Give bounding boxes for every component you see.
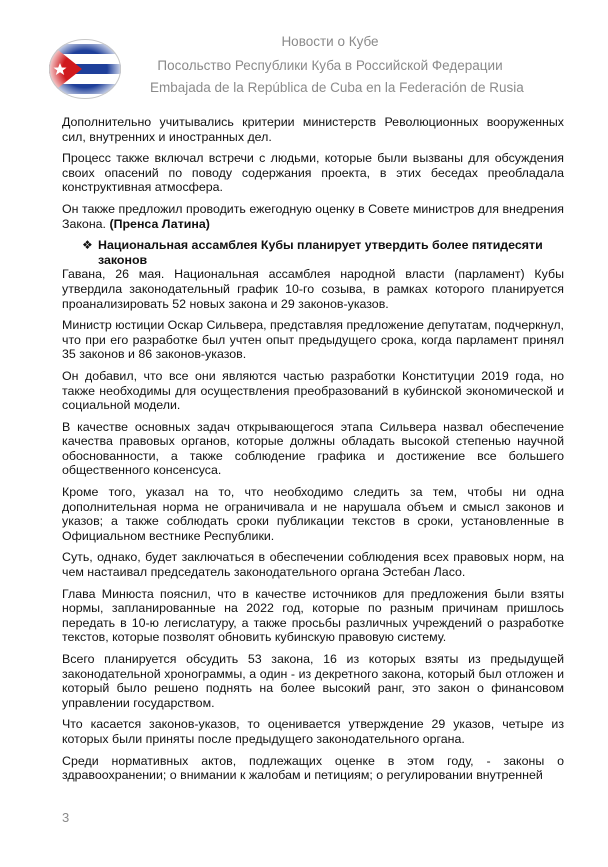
source-credit: (Пренса Латина) — [109, 216, 210, 231]
paragraph: Всего планируется обсудить 53 закона, 16 из которых взяты из предыдущей законодательной хронограммы, а один - из декретного закона, который был отложен и который было решено поднять на более высокий ранг, это закон о финансовом управлении государством. — [62, 652, 564, 710]
paragraph — [62, 202, 564, 231]
cuban-flag-logo-icon — [48, 38, 122, 100]
paragraph: Он добавил, что все они являются частью разработки Конституции 2019 года, но также необходимы для осуществления преобразований в кубинской экономической и социальной модели. — [62, 368, 564, 413]
news-title: Национальная ассамблея Кубы планирует утвердить более пятидесяти законов — [98, 238, 543, 267]
page-number: 3 — [62, 810, 70, 825]
paragraph: Гавана, 26 мая. Национальная ассамблея народной власти (парламент) Кубы утвердила законодательный график 10-го созыва, в рамках которого планируется проанализировать 52 новых закона и 29 законов-указов. — [62, 267, 564, 311]
paragraph: Министр юстиции Оскар Сильвера, представляя предложение депутатам, подчеркнул, что при его разработке был учтен опыт предыдущего срока, когда парламент принял 35 законов и 86 законов-указов. — [62, 318, 564, 362]
paragraph: Дополнительно учитывались критерии министерств Революционных вооруженных сил, внутренних и иностранных дел. — [62, 115, 564, 144]
header-embassy-es: Embajada de la República de Cuba en la Federación de Rusia — [150, 80, 524, 95]
paragraph: Что касается законов-указов, то оценивается утверждение 29 указов, четыре из которых были приняты после предыдущего законодательного органа. — [62, 717, 564, 746]
paragraph: Глава Минюста пояснил, что в качестве источников для предложения были взяты нормы, запланированные на 2022 год, которые по разным причинам пришлось передать в 10-ю легислатуру, а также просьбы различных учреждений о разработке текстов, которые позволят обновить кубинскую правовую систему. — [62, 586, 564, 645]
paragraph: В качестве основных задач открывающегося этапа Сильвера назвал обеспечение качества правовых органов, которые должны обладать высокой степенью научной обоснованности, а также соблюдение графика и достижение все большего общественного консенсуса. — [62, 419, 564, 478]
header-title: Новости о Кубе — [281, 34, 379, 49]
paragraph: Процесс также включал встречи с людьми, которые были вызваны для обсуждения своих опасений по поводу содержания проекта, в этих беседах преобладала конструктивная атмосфера. — [62, 151, 564, 195]
paragraph: Среди нормативных актов, подлежащих оценке в этом году, - законы о здравоохранении; о внимании к жалобам и петициям; о регулировании внутренней — [62, 753, 564, 783]
article-body — [62, 115, 564, 783]
header-embassy-ru: Посольство Республики Куба в Российской Федерации — [157, 58, 503, 73]
diamond-bullet-icon: ❖ — [82, 238, 93, 253]
paragraph: Кроме того, указал на то, что необходимо следить за тем, чтобы ни одна дополнительная норма не ограничивала и не нарушала объем и смысл законов и указов; а также соблюдать сроки публикации текстов в сроки, установленные в Официальном вестнике Республики. — [62, 485, 564, 543]
paragraph-text: Он также предложил проводить ежегодную оценку в Совете министров для внедрения Закона. — [62, 201, 564, 231]
paragraph: Суть, однако, будет заключаться в обеспечении соблюдения всех правовых норм, на чем настаивал председатель законодательного органа Эстебан Ласо. — [62, 550, 564, 580]
news-headline — [62, 238, 564, 267]
page-header — [0, 0, 608, 104]
